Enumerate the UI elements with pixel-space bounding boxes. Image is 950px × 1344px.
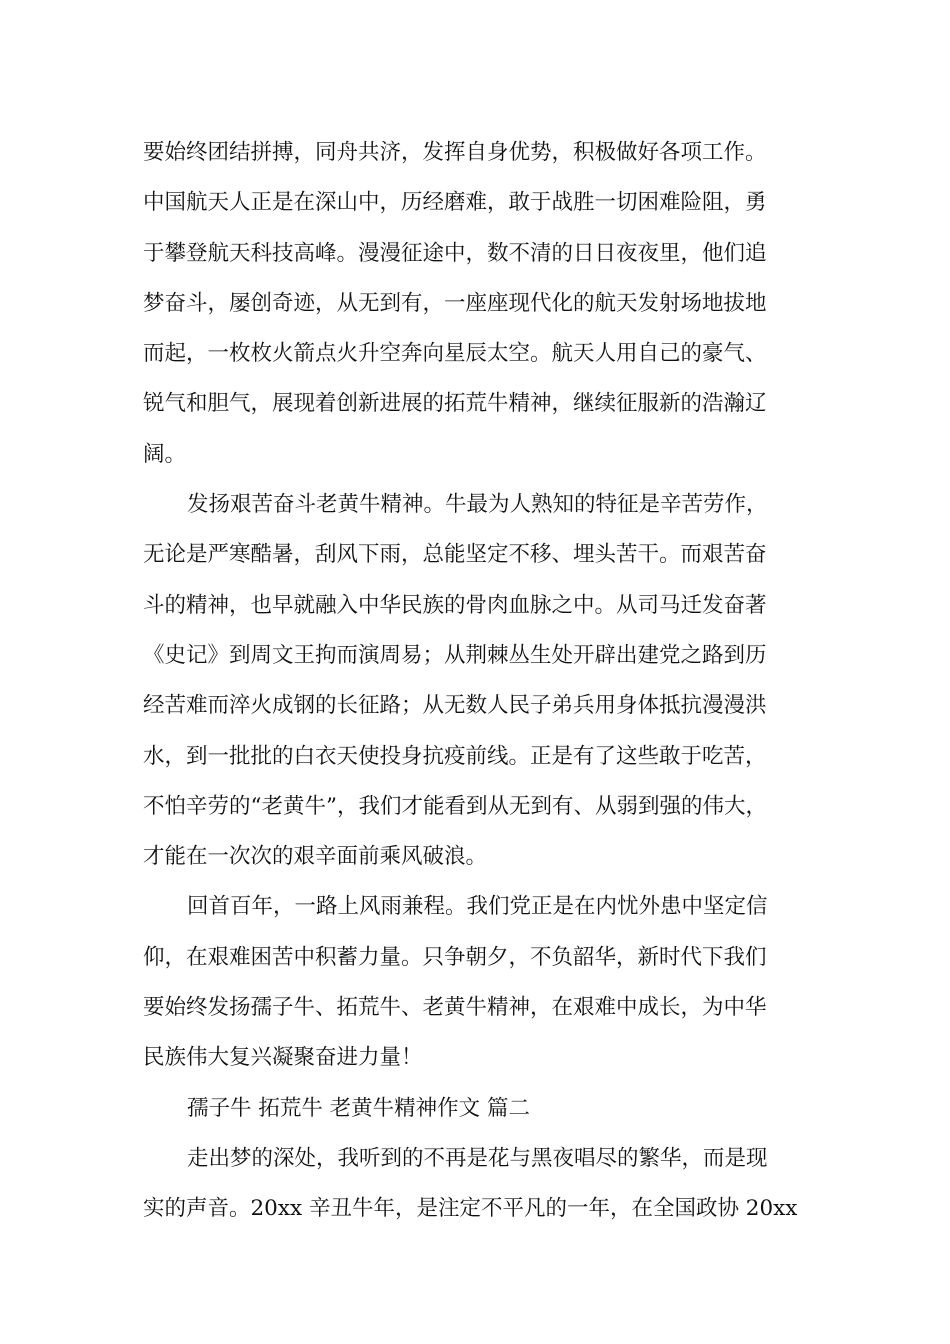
text-line: 要始终发扬孺子牛、拓荒牛、老黄牛精神，在艰难中成长，为中华 bbox=[143, 995, 767, 1021]
text-line: 中国航天人正是在深山中，历经磨难，敢于战胜一切困难险阻，勇 bbox=[143, 190, 767, 216]
paragraph-start-line: 发扬艰苦奋斗老黄牛精神。牛最为人熟知的特征是辛苦劳作， bbox=[187, 492, 768, 518]
text-line: 仰，在艰难困苦中积蓄力量。只争朝夕，不负韶华，新时代下我们 bbox=[143, 944, 767, 970]
text-line: 民族伟大复兴凝聚奋进力量！ bbox=[143, 1045, 423, 1071]
text-line: 无论是严寒酷暑，刮风下雨，总能坚定不移、埋头苦干。而艰苦奋 bbox=[143, 542, 767, 568]
text-line: 水，到一批批的白衣天使投身抗疫前线。正是有了这些敢于吃苦， bbox=[143, 743, 767, 769]
paragraph-start-line: 走出梦的深处，我听到的不再是花与黑夜唱尽的繁华，而是现 bbox=[187, 1145, 768, 1171]
section-heading: 孺子牛 拓荒牛 老黄牛精神作文 篇二 bbox=[187, 1095, 531, 1121]
text-line: 才能在一次次的艰辛面前乘风破浪。 bbox=[143, 844, 488, 870]
document-body bbox=[143, 128, 813, 1235]
text-line: 锐气和胆气，展现着创新进展的拓荒牛精神，继续征服新的浩瀚辽 bbox=[143, 391, 767, 417]
text-line: 梦奋斗，屡创奇迹，从无到有，一座座现代化的航天发射场地拔地 bbox=[143, 290, 767, 316]
text-line: 而起，一枚枚火箭点火升空奔向星辰太空。航天人用自己的豪气、 bbox=[143, 341, 767, 367]
text-line: 阔。 bbox=[143, 441, 187, 467]
text-line: 实的声音。20xx 辛丑牛年，是注定不平凡的一年，在全国政协 20xx bbox=[143, 1196, 798, 1222]
paragraph-start-line: 回首百年，一路上风雨兼程。我们党正是在内忧外患中坚定信 bbox=[187, 894, 768, 920]
text-line: 经苦难而淬火成钢的长征路；从无数人民子弟兵用身体抵抗漫漫洪 bbox=[143, 693, 767, 719]
text-line: 斗的精神，也早就融入中华民族的骨肉血脉之中。从司马迁发奋著 bbox=[143, 592, 767, 618]
text-line: 不怕辛劳的“老黄牛”，我们才能看到从无到有、从弱到强的伟大， bbox=[143, 793, 767, 819]
text-line: 要始终团结拼搏，同舟共济，发挥自身优势，积极做好各项工作。 bbox=[143, 140, 767, 165]
text-line: 《史记》到周文王拘而演周易；从荆棘丛生处开辟出建党之路到历 bbox=[143, 642, 767, 668]
text-line: 于攀登航天科技高峰。漫漫征途中，数不清的日日夜夜里，他们追 bbox=[143, 240, 767, 266]
